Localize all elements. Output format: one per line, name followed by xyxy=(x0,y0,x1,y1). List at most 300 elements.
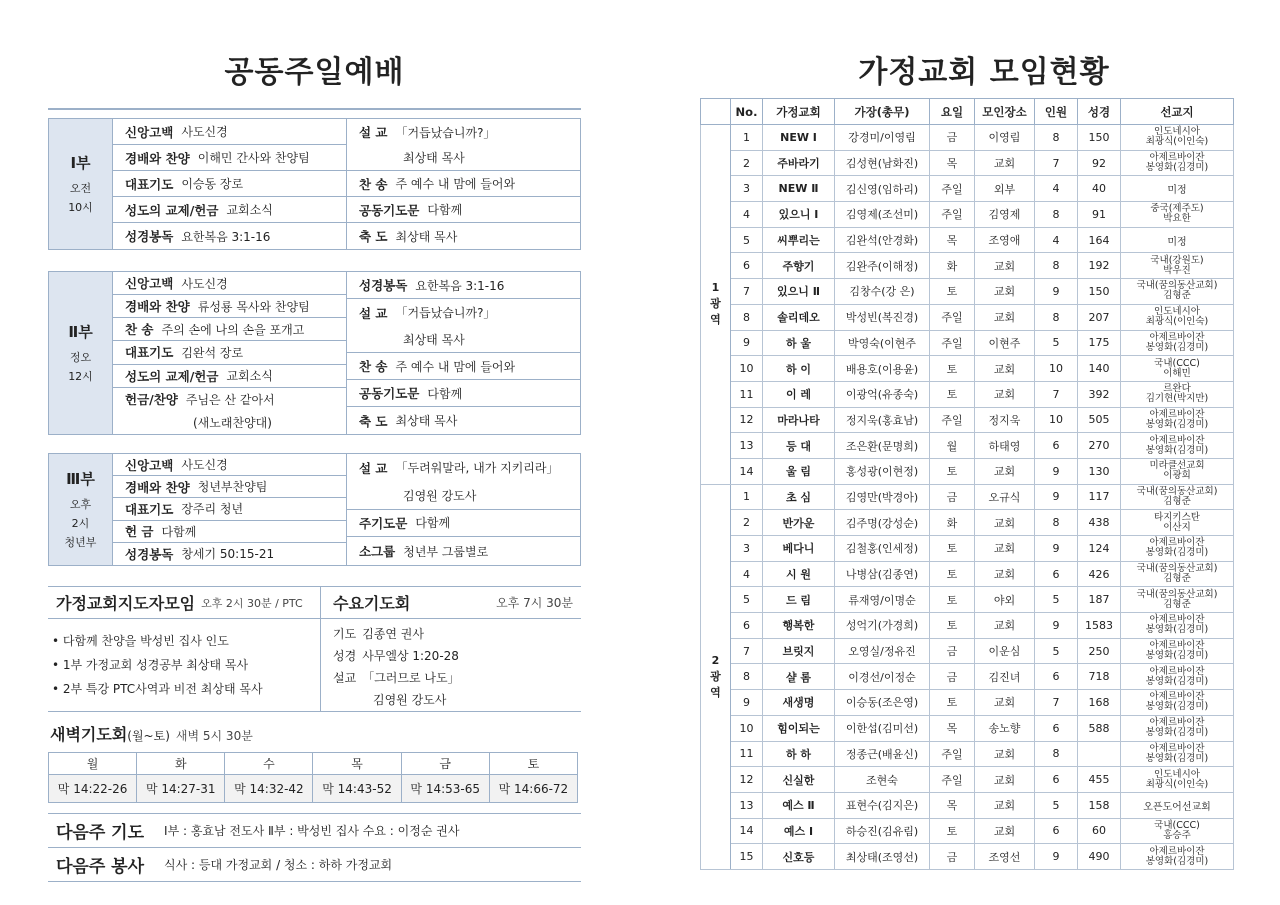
service-row-value: 이해민 간사와 찬양팀 xyxy=(197,151,310,165)
cell-church: 하 하 xyxy=(763,741,835,767)
mission-line: 봉영화(김경미) xyxy=(1145,341,1209,353)
service-row-sub xyxy=(347,482,580,510)
cell-place: 교회 xyxy=(975,279,1035,305)
cell-day: 주일 xyxy=(930,407,975,433)
cell-head: 표현수(김지은) xyxy=(835,792,930,818)
service-row-key: 공동기도문 xyxy=(359,202,420,218)
cell-church: 신실한 xyxy=(763,767,835,793)
service-name: Ⅰ부 xyxy=(70,153,91,172)
column-header: 가정교회 xyxy=(763,99,835,125)
service-row xyxy=(347,272,580,299)
cell-church: NEW Ⅱ xyxy=(763,176,835,202)
cell-head: 최상태(조영선) xyxy=(835,844,930,870)
mission-line: 국내(꿈의동산교회) xyxy=(1136,588,1218,600)
cell-head: 홍성광(이현정) xyxy=(835,458,930,484)
wednesday-row-key: 성경 xyxy=(333,649,357,663)
cell-no: 12 xyxy=(731,767,763,793)
cell-head: 박성빈(복진경) xyxy=(835,304,930,330)
cell-day: 토 xyxy=(930,690,975,716)
cell-place: 교회 xyxy=(975,458,1035,484)
service-row-value: 최상태 목사 xyxy=(395,414,458,428)
cell-mission xyxy=(1121,510,1234,536)
service-row-key: 신앙고백 xyxy=(125,457,174,473)
dawn-passage: 막 14:27-31 xyxy=(137,775,225,803)
table-row xyxy=(701,510,1234,536)
cell-place: 이영림 xyxy=(975,125,1035,151)
table-row xyxy=(701,356,1234,382)
cell-no: 14 xyxy=(731,818,763,844)
cell-head: 김완석(안경화) xyxy=(835,227,930,253)
cell-day: 목 xyxy=(930,227,975,253)
mission-line: 아제르바이잔 xyxy=(1149,331,1205,343)
service-row-key: 설 교 xyxy=(359,460,388,476)
cell-bible: 92 xyxy=(1078,150,1121,176)
table-row xyxy=(701,792,1234,818)
cell-bible: 164 xyxy=(1078,227,1121,253)
service-row-key: 대표기도 xyxy=(125,176,174,192)
service-body xyxy=(113,119,580,249)
cell-place: 외부 xyxy=(975,176,1035,202)
cell-day: 토 xyxy=(930,613,975,639)
mission-line: 박우진 xyxy=(1163,264,1191,276)
table-row xyxy=(701,536,1234,562)
mission-line: 김기현(박지만) xyxy=(1145,393,1209,405)
service-row xyxy=(113,365,346,388)
service-row xyxy=(113,223,346,249)
cell-bible: 455 xyxy=(1078,767,1121,793)
service-time-line: 정오 xyxy=(69,350,92,364)
column-header: 선교지 xyxy=(1121,99,1234,125)
cell-church: 예스 Ⅰ xyxy=(763,818,835,844)
cell-mission xyxy=(1121,253,1234,279)
cell-place: 조영선 xyxy=(975,844,1035,870)
cell-church: 초 심 xyxy=(763,484,835,510)
worship-page xyxy=(48,50,581,882)
service-row-key: 성경봉독 xyxy=(359,278,408,293)
cell-no: 2 xyxy=(731,510,763,536)
cell-day: 금 xyxy=(930,638,975,664)
cell-day: 월 xyxy=(930,433,975,459)
cell-head: 이경선/이정순 xyxy=(835,664,930,690)
cell-bible: 250 xyxy=(1078,638,1121,664)
cell-church: 씨뿌리는 xyxy=(763,227,835,253)
cell-no: 3 xyxy=(731,536,763,562)
table-row xyxy=(701,125,1234,151)
cell-count: 9 xyxy=(1035,458,1078,484)
cell-bible: 150 xyxy=(1078,279,1121,305)
cell-bible: 207 xyxy=(1078,304,1121,330)
cell-bible: 40 xyxy=(1078,176,1121,202)
mission-line: 아제르바이잔 xyxy=(1149,742,1205,754)
mission-line: 박요한 xyxy=(1163,213,1191,225)
service-row-value: 김완석 장로 xyxy=(181,345,244,360)
mission-line: 이산지 xyxy=(1163,521,1191,533)
mission-line: 타지키스탄 xyxy=(1154,511,1200,523)
cell-church: 마라나타 xyxy=(763,407,835,433)
service-row-key: 찬 송 xyxy=(125,322,154,338)
service-row xyxy=(113,521,346,543)
mission-line: 아제르바이잔 xyxy=(1149,717,1205,729)
cell-day: 토 xyxy=(930,818,975,844)
cell-count: 5 xyxy=(1035,330,1078,356)
service-row xyxy=(347,510,580,538)
service-row-key: 신앙고백 xyxy=(125,124,174,140)
service-name: Ⅱ부 xyxy=(68,322,93,341)
cell-place: 이현주 xyxy=(975,330,1035,356)
service-row-key: 축 도 xyxy=(359,229,388,244)
cell-church: 시 원 xyxy=(763,561,835,587)
cell-mission xyxy=(1121,536,1234,562)
service-row-key: 성도의 교제/헌금 xyxy=(125,202,219,218)
table-row xyxy=(701,227,1234,253)
service-row-value: 청년부찬양팀 xyxy=(197,480,268,495)
service-time-line: 청년부 xyxy=(64,535,97,549)
mission-line: 국내(CCC) xyxy=(1154,819,1200,831)
service-row xyxy=(347,454,580,482)
cell-no: 9 xyxy=(731,330,763,356)
cell-bible: 588 xyxy=(1078,715,1121,741)
cell-head: 강경미/이영림 xyxy=(835,125,930,151)
cell-place: 교회 xyxy=(975,381,1035,407)
service-row-key: 경배와 찬양 xyxy=(125,150,190,166)
cell-head: 김성현(남화진) xyxy=(835,150,930,176)
cell-day: 주일 xyxy=(930,767,975,793)
service-row xyxy=(347,407,580,434)
service-row xyxy=(113,498,346,520)
cell-mission xyxy=(1121,613,1234,639)
cell-church: NEW Ⅰ xyxy=(763,125,835,151)
service-row-key: 대표기도 xyxy=(125,345,174,361)
cell-count: 9 xyxy=(1035,613,1078,639)
cell-bible: 117 xyxy=(1078,484,1121,510)
leaders-meeting-item: • 1부 가정교회 성경공부 최상태 목사 xyxy=(52,658,249,672)
cell-count: 8 xyxy=(1035,253,1078,279)
cell-count: 8 xyxy=(1035,125,1078,151)
cell-no: 6 xyxy=(731,253,763,279)
wednesday-row-value: 사무엘상 1:20-28 xyxy=(362,649,459,663)
cell-head: 이광억(유종숙) xyxy=(835,381,930,407)
mission-line: 아제르바이잔 xyxy=(1149,152,1205,164)
cell-no: 4 xyxy=(731,561,763,587)
cell-church: 예스 Ⅱ xyxy=(763,792,835,818)
cell-count: 4 xyxy=(1035,176,1078,202)
table-row xyxy=(701,279,1234,305)
mission-line: 미정 xyxy=(1167,236,1187,248)
service-row xyxy=(113,171,346,197)
mission-line: 국내(강원도) xyxy=(1150,254,1204,266)
wednesday-title: 수요기도회 xyxy=(333,594,411,613)
cell-bible: 175 xyxy=(1078,330,1121,356)
cell-mission xyxy=(1121,202,1234,228)
leaders-meeting-items xyxy=(48,619,320,701)
dawn-days-row xyxy=(49,753,578,775)
mission-line: 최광식(이인숙) xyxy=(1145,316,1209,328)
wednesday-prayer xyxy=(321,587,581,711)
service-time-line: 오후 xyxy=(69,497,92,511)
cell-day: 목 xyxy=(930,715,975,741)
mission-line: 봉영화(김경미) xyxy=(1145,624,1209,636)
cell-no: 7 xyxy=(731,638,763,664)
dawn-prayer xyxy=(48,722,581,803)
table-row xyxy=(701,150,1234,176)
mission-line: 아제르바이잔 xyxy=(1149,691,1205,703)
cell-mission xyxy=(1121,125,1234,151)
dawn-time: 새벽 5시 30분 xyxy=(175,729,253,743)
cell-mission xyxy=(1121,638,1234,664)
cell-count: 7 xyxy=(1035,690,1078,716)
mission-line: 최광식(이인숙) xyxy=(1145,778,1209,790)
mission-line: 봉영화(김경미) xyxy=(1145,162,1209,174)
table-row xyxy=(701,844,1234,870)
cell-place: 교회 xyxy=(975,150,1035,176)
cell-bible: 1583 xyxy=(1078,613,1121,639)
cell-count: 5 xyxy=(1035,638,1078,664)
mission-line: 최광식(이인숙) xyxy=(1145,136,1209,148)
mission-line: 아제르바이잔 xyxy=(1149,665,1205,677)
service-row-subvalue: 김영원 강도사 xyxy=(403,488,477,503)
cell-bible: 270 xyxy=(1078,433,1121,459)
cell-mission xyxy=(1121,433,1234,459)
cell-no: 6 xyxy=(731,613,763,639)
service-row-key: 신앙고백 xyxy=(125,276,174,292)
cell-head: 이승동(조은영) xyxy=(835,690,930,716)
cell-head: 김영제(조선미) xyxy=(835,202,930,228)
cell-church: 행복한 xyxy=(763,613,835,639)
wednesday-row xyxy=(333,645,581,667)
service-row-value: 다함께 xyxy=(415,516,451,531)
cell-mission xyxy=(1121,792,1234,818)
cell-bible xyxy=(1078,741,1121,767)
service-row-value: 다함께 xyxy=(427,386,463,401)
cell-head: 김창수(강 은) xyxy=(835,279,930,305)
cell-place: 교회 xyxy=(975,253,1035,279)
service-label xyxy=(49,119,113,249)
region-label-char: 광 xyxy=(710,669,721,683)
cell-church: 울 림 xyxy=(763,458,835,484)
service-row-key: 헌금/찬양 xyxy=(125,392,178,408)
mission-line: 아제르바이잔 xyxy=(1149,434,1205,446)
dawn-title-suffix: (월~토) xyxy=(127,729,170,743)
cell-place: 김진녀 xyxy=(975,664,1035,690)
mission-line: 봉영화(김경미) xyxy=(1145,547,1209,559)
cell-mission xyxy=(1121,818,1234,844)
service-row xyxy=(113,119,346,145)
cell-church: 주바라기 xyxy=(763,150,835,176)
leaders-meeting-item: • 2부 특강 PTC사역과 비전 최상태 목사 xyxy=(52,682,263,696)
cell-place: 교회 xyxy=(975,536,1035,562)
column-header: 성경 xyxy=(1078,99,1121,125)
title-divider xyxy=(48,108,581,110)
meetings-section xyxy=(48,586,581,712)
service-row-value: 창세기 50:15-21 xyxy=(181,547,275,562)
cell-day: 금 xyxy=(930,484,975,510)
wednesday-row xyxy=(333,623,581,645)
column-header: 요일 xyxy=(930,99,975,125)
house-church-title: 가정교회 모임현황 xyxy=(858,55,1110,90)
mission-line: 아제르바이잔 xyxy=(1149,845,1205,857)
dawn-day: 수 xyxy=(225,753,313,775)
service-column xyxy=(113,272,346,434)
next-prayer xyxy=(48,814,581,848)
cell-count: 8 xyxy=(1035,202,1078,228)
cell-no: 10 xyxy=(731,715,763,741)
cell-place: 교회 xyxy=(975,818,1035,844)
cell-bible: 490 xyxy=(1078,844,1121,870)
cell-place: 이운심 xyxy=(975,638,1035,664)
cell-day: 주일 xyxy=(930,304,975,330)
service-time-line: 10시 xyxy=(68,200,93,214)
service-row-sub xyxy=(347,145,580,171)
cell-head: 김신영(임하리) xyxy=(835,176,930,202)
cell-mission xyxy=(1121,330,1234,356)
table-header-row xyxy=(701,99,1234,125)
service-row xyxy=(347,119,580,145)
service-row xyxy=(113,476,346,498)
service-row-key: 찬 송 xyxy=(359,176,388,192)
service-row-value: 교회소식 xyxy=(226,369,273,384)
mission-line: 인도네시아 xyxy=(1154,768,1200,780)
service-row-value: 이승동 장로 xyxy=(181,177,244,191)
cell-place: 교회 xyxy=(975,741,1035,767)
cell-head: 오영실/정유진 xyxy=(835,638,930,664)
next-week-section xyxy=(48,813,581,882)
table-row xyxy=(701,664,1234,690)
table-row xyxy=(701,587,1234,613)
service-row-subvalue: 최상태 목사 xyxy=(403,151,465,165)
cell-day: 목 xyxy=(930,792,975,818)
service-row-key: 설 교 xyxy=(359,125,388,140)
mission-line: 봉영화(김경미) xyxy=(1145,701,1209,713)
next-prayer-title: 다음주 기도 xyxy=(56,823,145,843)
cell-place: 정지욱 xyxy=(975,407,1035,433)
service-row xyxy=(347,537,580,565)
cell-place: 교회 xyxy=(975,613,1035,639)
cell-mission xyxy=(1121,844,1234,870)
mission-line: 미정 xyxy=(1167,185,1187,197)
cell-bible: 124 xyxy=(1078,536,1121,562)
mission-line: 이해민 xyxy=(1163,367,1191,379)
service-row xyxy=(347,197,580,223)
cell-place: 야외 xyxy=(975,587,1035,613)
cell-count: 10 xyxy=(1035,356,1078,382)
cell-count: 6 xyxy=(1035,715,1078,741)
table-row xyxy=(701,715,1234,741)
wednesday-row-value: 김종연 권사 xyxy=(362,627,424,641)
cell-head: 배용호(이용윤) xyxy=(835,356,930,382)
service-row-value: 주의 손에 나의 손을 포개고 xyxy=(161,322,305,337)
service-row-value: 「거듭났습니까?」 xyxy=(395,125,496,140)
service-row-key: 경배와 찬양 xyxy=(125,479,190,495)
dawn-day: 금 xyxy=(401,753,489,775)
service-row-key: 성경봉독 xyxy=(125,229,174,244)
service-row-key: 성도의 교제/헌금 xyxy=(125,368,219,384)
service-row-value: 주님은 산 같아서 xyxy=(185,392,275,407)
cell-day: 금 xyxy=(930,844,975,870)
service-row-key: 주기도문 xyxy=(359,515,408,531)
cell-count: 6 xyxy=(1035,561,1078,587)
cell-day: 토 xyxy=(930,381,975,407)
table-row xyxy=(701,458,1234,484)
service-row xyxy=(113,145,346,171)
service-row xyxy=(113,318,346,341)
wednesday-time: 오후 7시 30분 xyxy=(496,596,573,610)
cell-mission xyxy=(1121,715,1234,741)
mission-line: 미라클선교회 xyxy=(1149,460,1205,472)
cell-church: 브릿지 xyxy=(763,638,835,664)
cell-count: 8 xyxy=(1035,510,1078,536)
mission-line: 인도네시아 xyxy=(1154,126,1200,138)
service-row-value: 류성룡 목사와 찬양팀 xyxy=(197,299,310,314)
cell-no: 7 xyxy=(731,279,763,305)
cell-church: 드 림 xyxy=(763,587,835,613)
table-row xyxy=(701,638,1234,664)
mission-line: 국내(꿈의동산교회) xyxy=(1136,280,1218,292)
cell-count: 6 xyxy=(1035,767,1078,793)
service-row-key: 설 교 xyxy=(359,305,388,321)
cell-church: 하 울 xyxy=(763,330,835,356)
cell-day: 토 xyxy=(930,561,975,587)
cell-no: 11 xyxy=(731,741,763,767)
cell-day: 금 xyxy=(930,125,975,151)
mission-line: 봉영화(김경미) xyxy=(1145,418,1209,430)
region-label-char: 역 xyxy=(710,313,721,327)
next-service xyxy=(48,848,581,882)
leaders-meeting xyxy=(48,587,321,711)
next-prayer-text: Ⅰ부 : 홍효남 전도사 Ⅱ부 : 박성빈 집사 수요 : 이정순 권사 xyxy=(164,824,460,838)
cell-place: 교회 xyxy=(975,561,1035,587)
cell-bible: 426 xyxy=(1078,561,1121,587)
cell-mission xyxy=(1121,150,1234,176)
table-row xyxy=(701,253,1234,279)
cell-bible: 130 xyxy=(1078,458,1121,484)
cell-no: 10 xyxy=(731,356,763,382)
table-row xyxy=(701,381,1234,407)
service-row xyxy=(347,171,580,197)
cell-count: 4 xyxy=(1035,227,1078,253)
cell-church: 베다니 xyxy=(763,536,835,562)
service-row-value: 최상태 목사 xyxy=(395,229,458,244)
column-header: 모인장소 xyxy=(975,99,1035,125)
service-row-value: 교회소식 xyxy=(226,203,273,217)
mission-line: 홍승주 xyxy=(1163,829,1191,841)
region-label-char: 역 xyxy=(710,685,721,699)
service-body xyxy=(113,272,580,434)
cell-bible: 392 xyxy=(1078,381,1121,407)
cell-count: 6 xyxy=(1035,818,1078,844)
cell-no: 4 xyxy=(731,202,763,228)
cell-day: 목 xyxy=(930,150,975,176)
cell-head: 류재영/이명순 xyxy=(835,587,930,613)
service-row-value: 「두려워말라, 내가 지키리라」 xyxy=(395,461,559,476)
cell-place: 김영제 xyxy=(975,202,1035,228)
mission-line: 김형준 xyxy=(1163,495,1191,507)
cell-head: 정지욱(홍효남) xyxy=(835,407,930,433)
cell-day: 토 xyxy=(930,356,975,382)
cell-day: 주일 xyxy=(930,741,975,767)
service-column xyxy=(346,272,580,434)
cell-church: 반가운 xyxy=(763,510,835,536)
cell-count: 6 xyxy=(1035,664,1078,690)
cell-head: 조은환(문명희) xyxy=(835,433,930,459)
cell-no: 3 xyxy=(731,176,763,202)
table-row xyxy=(701,202,1234,228)
cell-bible: 158 xyxy=(1078,792,1121,818)
service-time xyxy=(68,348,93,386)
cell-count: 8 xyxy=(1035,741,1078,767)
service-time-line: 오전 xyxy=(69,181,92,195)
cell-no: 1 xyxy=(731,125,763,151)
cell-place: 오규식 xyxy=(975,484,1035,510)
